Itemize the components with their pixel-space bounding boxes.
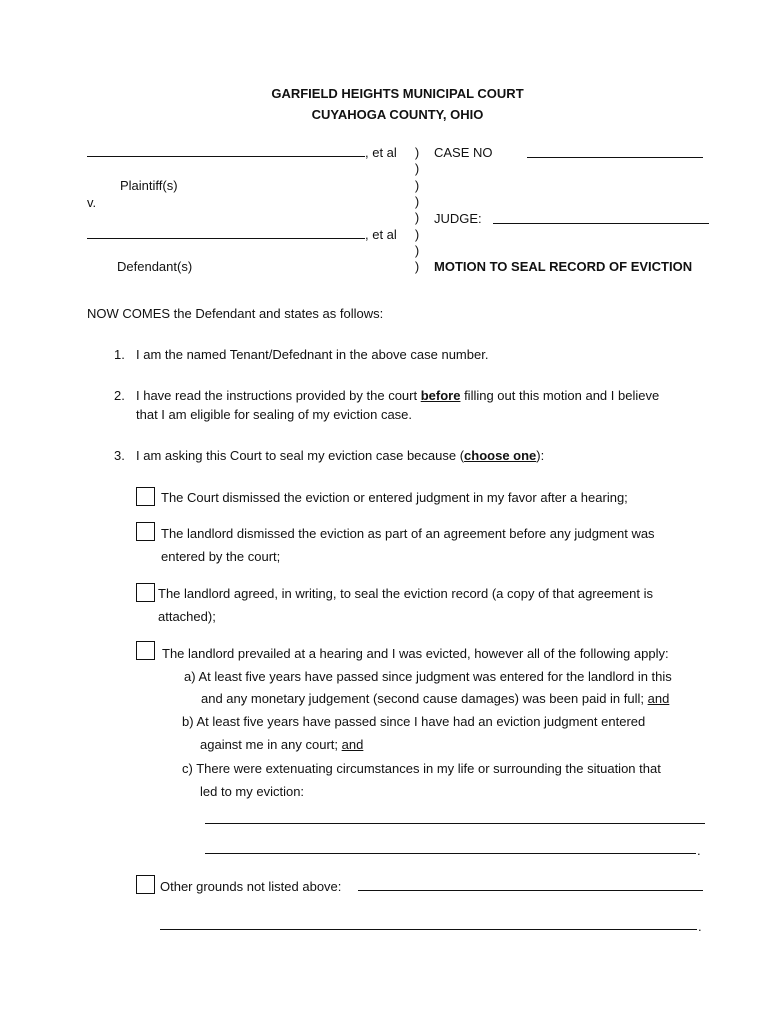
et-al-label: , et al xyxy=(365,145,397,160)
item-1-text: I am the named Tenant/Defednant in the above case number. xyxy=(136,347,489,362)
caption-paren: ) xyxy=(414,194,420,209)
circumstances-line-2[interactable] xyxy=(205,842,696,854)
and-underlined: and xyxy=(341,737,364,752)
caption-paren: ) xyxy=(414,210,420,225)
option-1-checkbox[interactable] xyxy=(136,487,155,506)
sub-b-text-line2: against me in any court; and xyxy=(200,737,364,752)
judge-field[interactable] xyxy=(493,212,709,224)
option-4-text: The landlord prevailed at a hearing and I was evicted, however all of the following apply: xyxy=(162,646,669,661)
defendant-name-line[interactable] xyxy=(87,227,397,242)
option-5-checkbox[interactable] xyxy=(136,875,155,894)
plaintiff-label: Plaintiff(s) xyxy=(120,178,178,193)
et-al-label: , et al xyxy=(365,227,397,242)
option-2-checkbox[interactable] xyxy=(136,522,155,541)
option-1-text: The Court dismissed the eviction or entered judgment in my favor after a hearing; xyxy=(161,490,628,505)
option-3-text: The landlord agreed, in writing, to seal the eviction record (a copy of that agreement is xyxy=(158,586,653,601)
case-no-field[interactable] xyxy=(527,146,703,158)
sub-a-text-line2: and any monetary judgement (second cause damages) was been paid in full; and xyxy=(201,691,670,706)
item-2-number: 2. xyxy=(114,388,125,403)
caption-paren: ) xyxy=(414,259,420,274)
judge-label: JUDGE: xyxy=(434,211,482,226)
defendant-label: Defendant(s) xyxy=(117,259,193,274)
emphasis-choose-one: choose one xyxy=(464,448,537,463)
intro-text: NOW COMES the Defendant and states as follows: xyxy=(87,306,384,321)
and-underlined: and xyxy=(647,691,670,706)
option-3-text-line2: attached); xyxy=(158,609,216,624)
option-2-text: The landlord dismissed the eviction as part of an agreement before any judgment was xyxy=(161,526,655,541)
option-2-text-line2: entered by the court; xyxy=(161,549,281,564)
item-2-text: I have read the instructions provided by the court before filling out this motion and I believe xyxy=(136,388,660,403)
sub-c-text: c) There were extenuating circumstances in my life or surrounding the situation that xyxy=(182,761,661,776)
item-2-text-line2: that I am eligible for sealing of my eviction case. xyxy=(136,407,413,422)
emphasis-before: before xyxy=(420,388,461,403)
item-3-number: 3. xyxy=(114,448,125,463)
period-mark: . xyxy=(698,919,702,934)
item-1-number: 1. xyxy=(114,347,125,362)
option-5-text: Other grounds not listed above: xyxy=(160,879,342,894)
item-3-text: I am asking this Court to seal my eviction case because (choose one): xyxy=(136,448,545,463)
sub-a-text: a) At least five years have passed since judgment was entered for the landlord in this xyxy=(184,669,672,684)
option-3-checkbox[interactable] xyxy=(136,583,155,602)
other-grounds-line-2[interactable] xyxy=(160,918,697,930)
circumstances-line-1[interactable] xyxy=(205,812,705,824)
motion-title: MOTION TO SEAL RECORD OF EVICTION xyxy=(434,259,693,274)
plaintiff-name-line[interactable] xyxy=(87,145,397,160)
county-name: CUYAHOGA COUNTY, OHIO xyxy=(311,107,484,122)
other-grounds-line-1[interactable] xyxy=(358,879,703,891)
sub-c-text-line2: led to my eviction: xyxy=(200,784,305,799)
plaintiff-blank[interactable] xyxy=(87,145,365,157)
case-no-label: CASE NO xyxy=(434,145,493,160)
caption-paren: ) xyxy=(414,178,420,193)
court-name: GARFIELD HEIGHTS MUNICIPAL COURT xyxy=(271,86,524,101)
caption-paren: ) xyxy=(414,227,420,242)
defendant-blank[interactable] xyxy=(87,227,365,239)
caption-paren: ) xyxy=(414,243,420,258)
versus-label: v. xyxy=(87,195,97,210)
sub-b-text: b) At least five years have passed since I have had an eviction judgment entered xyxy=(182,714,646,729)
caption-paren: ) xyxy=(414,145,420,160)
option-4-checkbox[interactable] xyxy=(136,641,155,660)
caption-paren: ) xyxy=(414,161,420,176)
period-mark: . xyxy=(697,843,701,858)
